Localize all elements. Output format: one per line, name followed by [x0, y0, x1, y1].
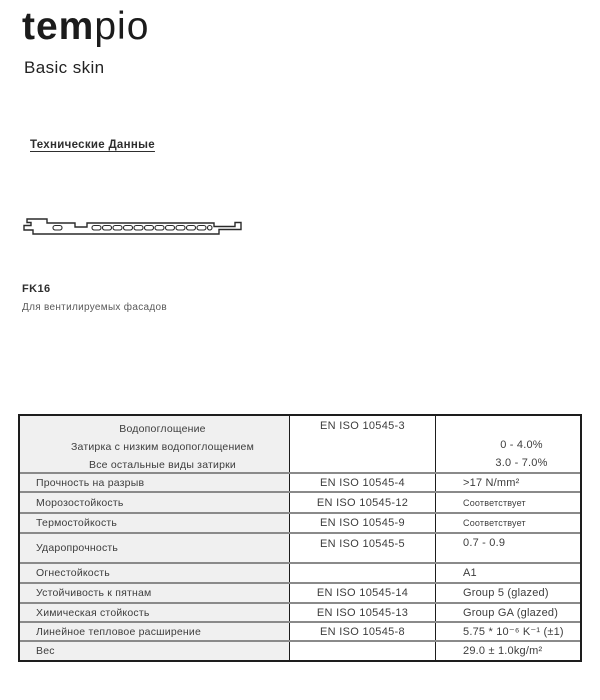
- standard-cell: [289, 642, 435, 660]
- property-line: Водопоглощение: [119, 423, 206, 435]
- property-cell: [20, 604, 289, 621]
- value-label: Соответствует: [463, 518, 526, 528]
- property-cell: [20, 493, 289, 512]
- standard-cell: [289, 416, 435, 472]
- standard-cell: [289, 604, 435, 621]
- standard-label: EN ISO 10545-5: [320, 538, 405, 550]
- property-cell: [20, 534, 289, 562]
- table-row-impact-resistance: [20, 532, 580, 562]
- value-label: 5.75 * 10⁻⁶ K⁻¹ (±1): [463, 626, 564, 638]
- table-row-frost-resistance: [20, 491, 580, 512]
- standard-cell: [289, 534, 435, 562]
- property-cell: [20, 584, 289, 602]
- value-line: 0 - 4.0%: [500, 439, 543, 451]
- table-row-stain-resistance: [20, 582, 580, 602]
- value-label: 29.0 ± 1.0kg/m²: [463, 645, 543, 657]
- logo-text-bold: tem: [22, 5, 95, 48]
- brand-logo: [22, 6, 149, 49]
- property-label: Ударопрочность: [36, 542, 119, 554]
- property-cell: [20, 416, 289, 472]
- property-cell: [20, 474, 289, 491]
- value-cell: [435, 584, 580, 602]
- standard-cell: [289, 584, 435, 602]
- standard-label: EN ISO 10545-8: [320, 625, 405, 638]
- value-cell: [435, 514, 580, 532]
- property-line: Затирка с низким водопоглощением: [70, 441, 254, 453]
- value-label: 0.7 - 0.9: [463, 537, 506, 549]
- section-heading: Технические Данные: [30, 139, 155, 151]
- standard-label: EN ISO 10545-14: [316, 587, 409, 599]
- panel-profile-icon: [20, 214, 250, 247]
- property-label: Термостойкость: [36, 517, 118, 529]
- value-cell: [435, 534, 580, 562]
- standard-cell: [289, 623, 435, 640]
- value-label: Соответствует: [463, 497, 526, 508]
- product-description: Для вентилируемых фасадов: [22, 302, 167, 313]
- value-label: Group 5 (glazed): [463, 587, 549, 599]
- standard-label: EN ISO 10545-13: [316, 606, 409, 619]
- value-label: A1: [463, 567, 477, 579]
- property-cell: [20, 623, 289, 640]
- table-row-thermal-expansion: [20, 621, 580, 640]
- table-row-chemical-resistance: [20, 602, 580, 621]
- property-label: Линейное тепловое расширение: [36, 625, 202, 638]
- standard-cell: [289, 564, 435, 582]
- value-cell: [435, 474, 580, 491]
- property-label: Вес: [36, 645, 55, 657]
- property-cell: [20, 642, 289, 660]
- standard-label: EN ISO 10545-9: [320, 517, 405, 529]
- product-code: FK16: [22, 283, 51, 295]
- value-line: 3.0 - 7.0%: [495, 457, 548, 469]
- standard-label: EN ISO 10545-4: [320, 476, 405, 489]
- property-cell: [20, 564, 289, 582]
- property-label: Морозостойкость: [36, 496, 124, 509]
- logo-text-light: pio: [94, 5, 150, 48]
- value-cell: [435, 416, 580, 472]
- property-line: Все остальные виды затирки: [89, 459, 236, 471]
- table-row-fire-resistance: [20, 562, 580, 582]
- technical-data-table: [18, 414, 582, 662]
- table-row-tensile-strength: [20, 472, 580, 491]
- property-label: Прочность на разрыв: [36, 476, 145, 489]
- value-label: >17 N/mm²: [463, 476, 520, 489]
- product-line-title: Basic skin: [24, 58, 105, 77]
- value-cell: [435, 623, 580, 640]
- property-cell: [20, 514, 289, 532]
- standard-label: EN ISO 10545-3: [320, 420, 405, 432]
- value-label: Group GA (glazed): [463, 606, 559, 619]
- table-row-weight: [20, 640, 580, 660]
- standard-cell: [289, 493, 435, 512]
- property-label: Устойчивость к пятнам: [36, 587, 152, 599]
- table-row-heat-resistance: [20, 512, 580, 532]
- table-row-water-absorption: [20, 416, 580, 472]
- standard-label: EN ISO 10545-12: [316, 496, 409, 509]
- value-cell: [435, 564, 580, 582]
- property-label: Огнестойкость: [36, 567, 110, 579]
- standard-cell: [289, 474, 435, 491]
- value-cell: [435, 642, 580, 660]
- standard-cell: [289, 514, 435, 532]
- value-cell: [435, 493, 580, 512]
- value-cell: [435, 604, 580, 621]
- property-label: Химическая стойкость: [36, 606, 150, 619]
